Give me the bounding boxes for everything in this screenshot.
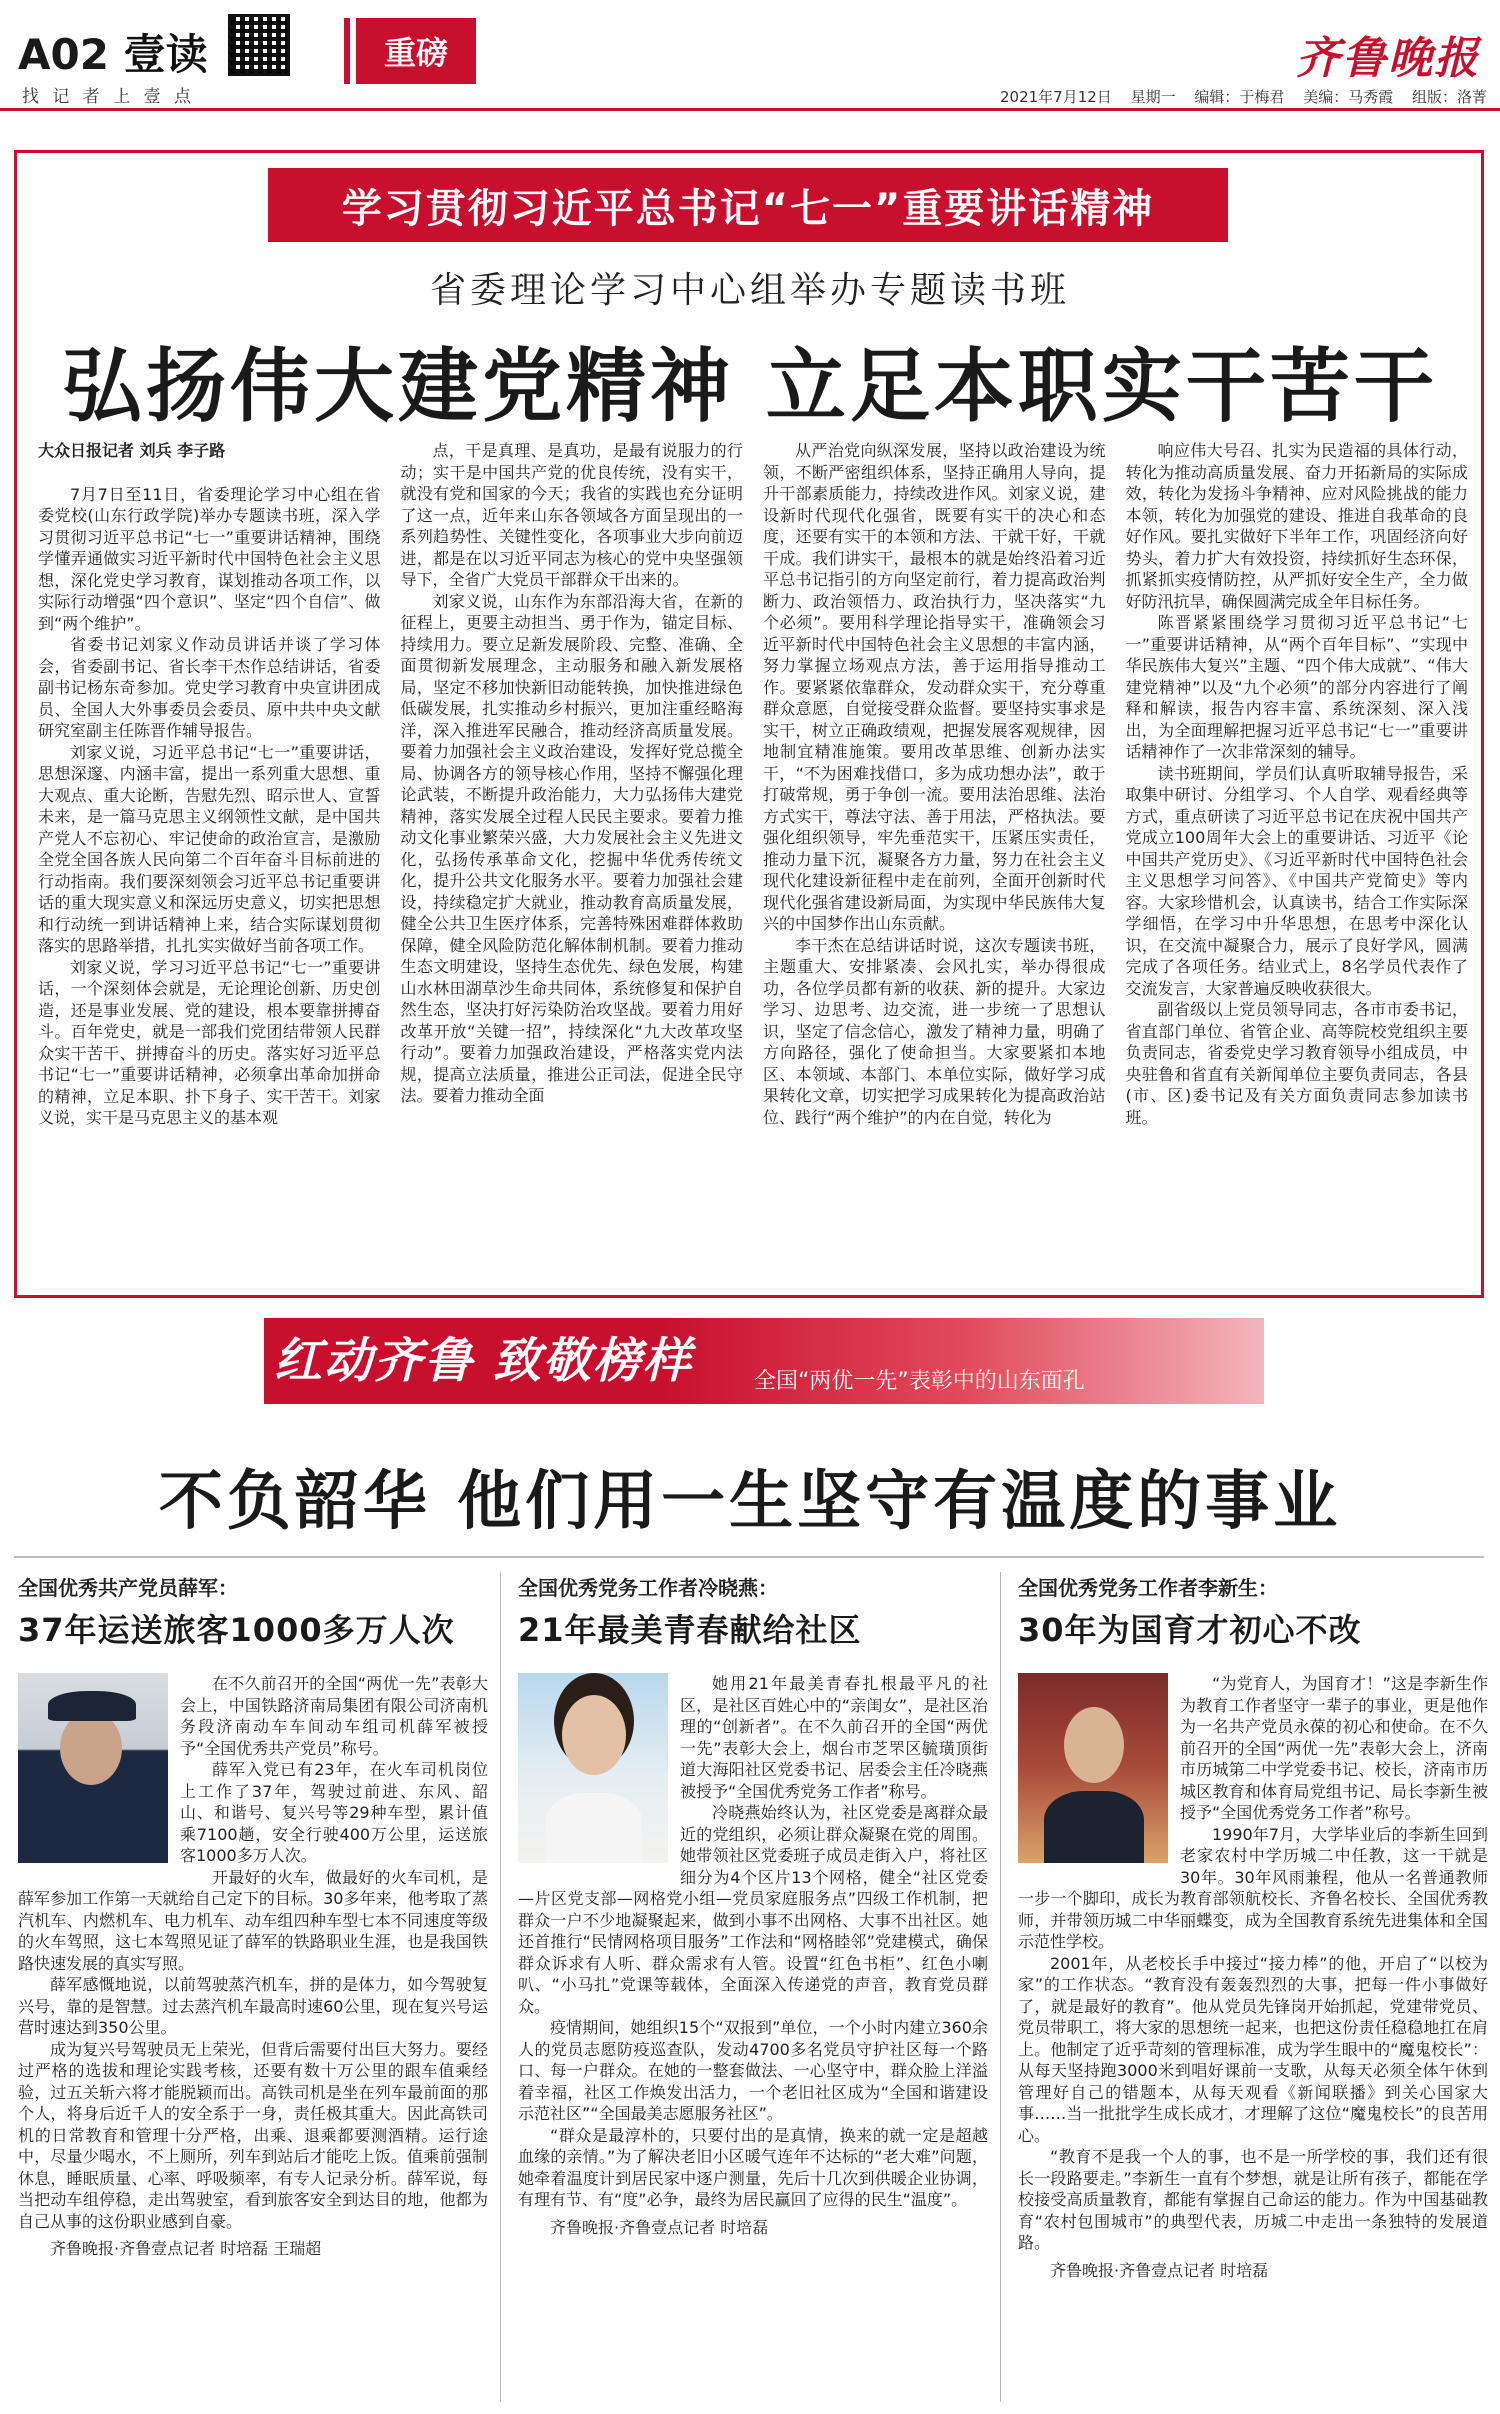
paragraph: 刘家义说，习近平总书记“七一”重要讲话，思想深邃、内涵丰富，提出一系列重大思想、重大观点、重大论断，告慰先烈、昭示世人、宣誓未来，是一篇马克思主义纲领性文献，是中国共产党人不忘初心、牢记使命的政治宣言，是激励全党全国各族人民向第二个百年奋斗目标前进的行动指南。我们要深刻领会习近平总书记重要讲话的重大现实意义和深远历史意义，切实把思想和行动统一到讲话精神上来，结合实际谋划贯彻落实的思路举措，扎扎实实做好当前各项工作。 [38,742,381,955]
column-3 [763,440,1106,1280]
story-credit: 齐鲁晚报·齐鲁壹点记者 时培磊 王瑞超 [50,2239,322,2258]
paragraph: 从严治党向纵深发展，坚持以政治建设为统领，不断严密组织体系，坚持正确用人导向，提升干部素质能力，持续改进作风。刘家义说，建设新时代现代化强省，既要有实干的决心和态度，还要有实干的本领和方法、干就干好，干就干成。我们讲实干，最根本的就是始终沿着习近平总书记指引的方向坚定前行，着力提高政治判断力、政治领悟力、政治执行力，坚决落实“九个必须”。要用科学理论指导实干，准确领会习近平新时代中国特色社会主义思想的丰富内涵，努力掌握立场观点方法，善于运用指导推动工作。要紧紧依靠群众，发动群众实干，充分尊重群众意愿，自觉接受群众监督。要坚持实事求是实干，树立正确政绩观，把握发展客观规律，因地制宜精准施策。要用改革思维、创新办法实干，“不为困难找借口，多为成功想办法”，敢于打破常规，勇于争创一流。要用法治思维、法治方式实干，尊法守法、善于用法，严格执法。要强化组织领导，牢先垂范实干，压紧压实责任，推动力量下沉，凝聚各方力量，努力在社会主义现代化建设新征程中走在前列，全面开创新时代现代化强省建设新局面，为实现中华民族伟大复兴的中国梦作出山东贡献。 [763,441,1106,933]
story-leng-xiaoyan [518,1572,988,2407]
feature-ribbon: 学习贯彻习近平总书记“七一”重要讲话精神 [268,168,1228,242]
portrait-photo [1018,1673,1168,1863]
qr-code-icon[interactable] [228,14,290,76]
byline: 大众日报记者 刘兵 李子路 [38,441,226,460]
story-headline: 37年运送旅客1000多万人次 [18,1611,455,1649]
story-body [1018,1673,1488,2281]
story-kicker: 全国优秀党务工作者李新生： [1018,1576,1278,1600]
paragraph: 副省级以上党员领导同志，各市市委书记，省直部门单位、省管企业、高等院校党组织主要负责同志，省委党史学习教育领导小组成员，中央驻鲁和省直有关新闻单位主要负责同志，各县(市、区)委书记及有关方面负责同志参加读书班。 [1125,1000,1468,1127]
paragraph: “群众是最淳朴的，只要付出的是真情，换来的就一定是超越血缘的亲情。”为了解决老旧小区暖气连年不达标的“老大难”问题，她牵着温度计到居民家中逐户测量，先后十几次到供暖企业协调，有理有节、有“度”必争，最终为居民赢回了应得的民生“温度”。 [518,2125,988,2209]
paragraph: 点，干是真理、是真功，是最有说服力的行动；实干是中国共产党的优良传统，没有实干，就没有党和国家的今天；我省的实践也充分证明了这一点，近年来山东各领域各方面呈现出的一系列趋势性、关键性变化，各项事业大步向前迈进，都是在以习近平同志为核心的党中央坚强领导下，全省广大党员干部群众干出来的。 [400,441,743,589]
paragraph: 读书班期间，学员们认真听取辅导报告，采取集中研讨、分组学习、个人自学、观看经典等方式，重点研读了习近平总书记在庆祝中国共产党成立100周年大会上的重要讲话、习近平《论中国共产党历史》、《习近平新时代中国特色社会主义思想学习问答》、《中国共产党简史》等内容。大家珍惜机会，认真读书，结合工作实际深学细悟，在学习中升华思想，在思考中深化认识，在交流中凝聚合力，展示了良好学风，圆满完成了各项任务。结业式上，8名学员代表作了交流发言，大家普遍反映收获很大。 [1125,763,1468,998]
column-divider [1000,1572,1001,2402]
paragraph: 李干杰在总结讲话时说，这次专题读书班，主题重大、安排紧凑、会风扎实，举办得很成功，各位学员都有新的收获、新的提升。大家边学习、边思考、边交流，进一步统一了思想认识，坚定了信念信心，激发了精神力量，明确了方向路径，强化了使命担当。大家要紧扣本地区、本领域、本部门、本单位实际，做好学习成果转化文章，切实把学习成果转化为提高政治站位、践行“两个维护”的内在自觉，转化为 [763,935,1106,1127]
paragraph: 刘家义说，山东作为东部沿海大省，在新的征程上，更要主动担当、勇于作为，锚定目标、持续用力。要立足新发展阶段、完整、准确、全面贯彻新发展理念，主动服务和融入新发展格局，坚定不移加快新旧动能转换，加快推进绿色低碳发展，扎实推动乡村振兴，更加注重经略海洋，深入推进军民融合，推动经济高质量发展。要着力加强社会主义政治建设，发挥好党总揽全局、协调各方的领导核心作用，坚持不懈强化理论武装，不断提升政治能力，大力弘扬伟大建党精神，落实发展全过程人民民主要求。要着力推动文化事业繁荣兴盛，大力发展社会主义先进文化，弘扬传承革命文化，挖掘中华优秀传统文化，提升公共文化服务水平。要着力加强社会建设，持续稳定扩大就业，推动教育高质量发展，健全公共卫生医疗体系，完善特殊困难群体救助保障，健全风险防范化解体制机制。要着力推动生态文明建设，坚持生态优先、绿色发展，构建山水林田湖草沙生命共同体，系统修复和保护自然生态，坚决打好污染防治攻坚战。要着力用好改革开放“关键一招”，持续深化“九大改革攻坚行动”。要着力加强政治建设，严格落实党内法规，提高立法质量，推进公正司法，促进全民守法。要着力推动全面 [400,591,743,1105]
series-subtitle: 全国“两优一先”表彰中的山东面孔 [754,1369,1085,1394]
paragraph: 刘家义说，学习习近平总书记“七一”重要讲话，一个深刻体会就是，无论理论创新、历史创造，还是事业发展、党的建设，根本要靠拼搏奋斗。百年党史，就是一部我们党团结带领人民群众实干苦干、拼搏奋斗的历史。落实好习近平总书记“七一”重要讲话精神，必须拿出革命加拼命的精神，立足本职、扑下身子、实干苦干。刘家义说，实干是马克思主义的基本观 [38,957,381,1127]
section-slogan: 找 记 者 上 壹 点 [22,87,196,107]
paragraph: 响应伟大号召、扎实为民造福的具体行动，转化为推动高质量发展、奋力开拓新局的实际成效，转化为发扬斗争精神、应对风险挑战的能力本领，转化为加强党的建设、推进自我革命的良好作风。要扎实做好下半年工作，巩固经济向好势头，着力扩大有效投资，持续抓好生态环保，抓紧抓实疫情防控，从严抓好安全生产，全力做好防汛抗旱，确保圆满完成全年目标任务。 [1125,441,1468,611]
story-kicker: 全国优秀共产党员薛军： [18,1576,238,1600]
story-credit: 齐鲁晚报·齐鲁壹点记者 时培磊 [1050,2260,1269,2280]
header-divider [0,108,1500,111]
story-headline: 30年为国育才初心不改 [1018,1611,1362,1649]
designer: 美编：马秀霞 [1303,88,1394,106]
paragraph: 陈晋紧紧围绕学习贯彻习近平总书记“七一”重要讲话精神，从“两个百年目标”、“实现中华民族伟大复兴”主题、“四个伟大成就”、“伟大建党精神”以及“九个必须”的部分内容进行了阐释和解读，报告内容丰富、系统深刻、深入浅出，为全面理解把握习近平总书记“七一”重要讲话精神作了一次非常深刻的辅导。 [1125,613,1468,761]
story-credit: 齐鲁晚报·齐鲁壹点记者 时培磊 [550,2217,769,2237]
paragraph: “为党育人，为国育才！”这是李新生作为教育工作者坚守一辈子的事业，更是他作为一名共产党员永葆的初心和使命。在不久前召开的全国“两优一先”表彰大会上，济南市历城第二中学党委书记、校长，济南市历城区教育和体育局党组书记、局长李新生被授予“全国优秀党务工作者”称号。 [1180,1674,1488,1822]
issue-date: 2021年7月12日 [1000,88,1112,106]
story-kicker: 全国优秀党务工作者冷晓燕： [518,1576,778,1600]
paragraph: 2001年，从老校长手中接过“接力棒”的他，开启了“以校为家”的工作状态。“教育没有轰轰烈烈的大事，把每一件小事做好了，就是最好的教育”。他从党员先锋岗开始抓起，党建带党员、党员带职工，将大家的思想统一起来，也把这份责任稳稳地扛在肩上。他制定了近乎苛刻的管理标准，成为学生眼中的“魔鬼校长”：从每天坚持跑3000米到唱好课前一支歌，从每天必须全体午休到管理好自己的错题本，从每天观看《新闻联播》到关心国家大事……当一批批学生成长成才，才理解了这位“魔鬼校长”的良苦用心。 [1018,1953,1488,2145]
section-divider [14,1556,1484,1558]
column-4 [1126,440,1469,1280]
feature-body [38,440,1468,1280]
feature-headline: 弘扬伟大建党精神 立足本职实干苦干 [62,340,1438,433]
issue-meta [1000,86,1500,107]
paragraph: 冷晓燕始终认为，社区党委是离群众最近的党组织，必须让群众凝聚在党的周围。她带领社区党委班子成员走街入户，将社区细分为4个区片13个网格，健全“社区党委—片区党支部—网格党小组—党员家庭服务点”四级工作机制，把群众一户不少地凝聚起来，做到小事不出网格、大事不出社区。她还首推行“民情网格项目服务”工作法和“网格睦邻”党建模式，确保群众诉求有人听、群众需求有人管。设置“红色书柜”、红色小喇叭、“小马扎”党课等载体，全面深入传递党的声音，教育党员群众。 [518,1803,988,2016]
paragraph: 1990年7月，大学毕业后的李新生回到老家农村中学历城二中任教，这一干就是30年。30年风雨兼程，他从一名普通教师一步一个脚印，成长为教育部领航校长、齐鲁名校长、全国优秀教师，并带领历城二中华丽蝶变，成为全国教育系统先进集体和全国示范性学校。 [1018,1824,1488,1951]
editor: 编辑：于梅君 [1194,88,1285,106]
series-headline: 不负韶华 他们用一生坚守有温度的事业 [158,1464,1342,1539]
paragraph: 7月7日至11日，省委理论学习中心组在省委党校(山东行政学院)举办专题读书班，深入学习贯彻习近平总书记“七一”重要讲话精神，围绕学懂弄通做实习近平新时代中国特色社会主义思想，深化党史学习教育，谋划推动各项工作，以实际行动增强“四个意识”、坚定“四个自信”、做到“两个维护”。 [38,484,381,633]
paragraph: 开最好的火车，做最好的火车司机，是薛军参加工作第一天就给自己定下的目标。30多年来，他考取了蒸汽机车、内燃机车、电力机车、动车组四种车型七本不同速度等级的火车驾照，这七本驾照见证了薛军的铁路职业生涯，也是我国铁路快速发展的真实写照。 [18,1867,488,1973]
paragraph: 薛军入党已有23年，在火车司机岗位上工作了37年，驾驶过前进、东风、韶山、和谐号、复兴号等29种车型，累计值乘7100趟，安全行驶400万公里，运送旅客1000多万人次。 [180,1760,488,1865]
story-li-xinsheng [1018,1572,1488,2407]
paragraph: 她用21年最美青春扎根最平凡的社区，是社区百姓心中的“亲闺女”，是社区治理的“创新者”。在不久前召开的全国“两优一先”表彰大会上，烟台市芝罘区毓璜顶街道大海阳社区党委书记、居委会主任冷晓燕被授予“全国优秀党务工作者”称号。 [680,1674,988,1801]
paragraph: 疫情期间，她组织15个“双报到”单位，一个小时内建立360余人的党员志愿防疫巡查队，发动4700多名党员守护社区每一个路口、每一户群众。在她的一整套做法、一心坚守中，群众脸上洋溢着幸福，社区工作焕发出活力，一个老旧社区成为“全国和谐建设示范社区”“全国最美志愿服务社区”。 [518,2018,988,2123]
newspaper-logo: 齐鲁晚报 [1296,33,1480,84]
series-banner [264,1318,1264,1404]
series-title: 红动齐鲁 致敬榜样 [274,1333,693,1389]
story-headline: 21年最美青春献给社区 [518,1611,862,1649]
story-body [518,1673,988,2238]
portrait-photo [518,1673,668,1863]
portrait-photo [18,1673,168,1863]
paragraph: 薛军感慨地说，以前驾驶蒸汽机车，拼的是体力，如今驾驶复兴号，靠的是智慧。过去蒸汽机车最高时速60公里，现在复兴号运营时速达到350公里。 [18,1975,488,2037]
paragraph: 省委书记刘家义作动员讲话并谈了学习体会，省委副书记、省长李干杰作总结讲话，省委副书记杨东奇参加。党史学习教育中央宣讲团成员、全国人大外事委员会委员、原中共中央文献研究室副主任陈晋作辅导报告。 [38,635,381,740]
column-1 [38,440,381,1280]
column-2 [401,440,744,1280]
proof: 组版：洛菁 [1411,88,1487,106]
story-xue-jun [18,1572,488,2407]
story-body [18,1673,488,2260]
column-divider [500,1572,501,2402]
feature-kicker: 省委理论学习中心组举办专题读书班 [429,270,1070,311]
masthead [0,0,1500,115]
paragraph: 在不久前召开的全国“两优一先”表彰大会上，中国铁路济南局集团有限公司济南机务段济南动车车间动车组司机薛军被授予“全国优秀共产党员”称号。 [180,1674,488,1758]
issue-weekday: 星期一 [1130,88,1176,106]
paragraph: “教育不是我一个人的事，也不是一所学校的事，我们还有很长一段路要走。”李新生一直有个梦想，就是让所有孩子，都能在学校接受高质量教育，都能有掌握自己命运的能力。作为中国基础教育“农村包围城市”的典型代表，历城二中走出一条独特的发展道路。 [1018,2147,1488,2252]
section-tag: 重磅 [350,18,476,84]
paragraph: 成为复兴号驾驶员无上荣光，但背后需要付出巨大努力。要经过严格的选拔和理论实践考核，还要有数十万公里的跟车值乘经验，过五关斩六将才能脱颖而出。高铁司机是坐在列车最前面的那个人，将身后近千人的安全系于一身，责任极其重大。因此高铁司机的日常教育和管理十分严格，出乘、退乘都要测酒精。运行途中，尽量少喝水，不上厕所，列车到站后才能吃上饭。值乘前强制休息，睡眠质量、心率、呼吸频率，有专人记录分析。薛军说，每当把动车组停稳，走出驾驶室，看到旅客安全到达目的地，他都为自己从事的这份职业感到自豪。 [18,2039,488,2231]
page-number: A02 壹读 [18,30,208,79]
